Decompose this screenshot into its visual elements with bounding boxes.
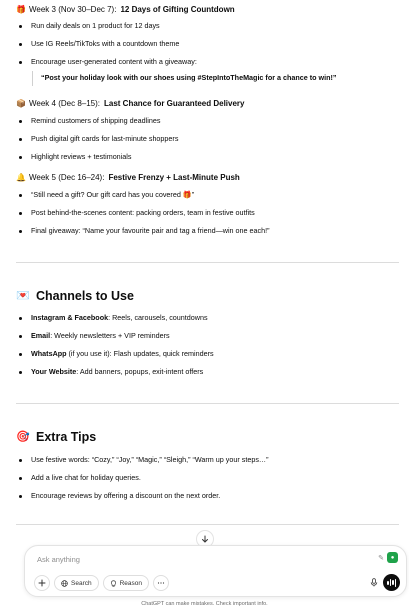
week-5-range: Week 5 (Dec 16–24): xyxy=(29,173,105,182)
tips-title: Extra Tips xyxy=(36,430,97,444)
list-item: Push digital gift cards for last-minute shoppers xyxy=(16,134,396,144)
list-item: Add a live chat for holiday queries. xyxy=(16,473,396,483)
week-3-heading xyxy=(16,4,235,16)
reason-button[interactable] xyxy=(103,575,149,591)
channel-desc: : Reels, carousels, countdowns xyxy=(108,313,208,322)
disclaimer-text: ChatGPT can make mistakes. Check important info. xyxy=(141,601,268,607)
week-5-heading xyxy=(16,172,240,184)
giveaway-quote: “Post your holiday look with our shoes using #StepIntoTheMagic for a chance to win!” xyxy=(32,71,402,86)
add-attachment-button[interactable] xyxy=(34,575,50,591)
channels-heading xyxy=(16,288,134,304)
target-icon: 🎯 xyxy=(16,431,30,443)
channel-name: WhatsApp xyxy=(31,349,67,358)
week-3-range: Week 3 (Nov 30–Dec 7): xyxy=(29,5,117,14)
channel-desc: (if you use it): Flash updates, quick reminders xyxy=(66,349,214,358)
channel-name: Your Website xyxy=(31,367,77,376)
message-composer xyxy=(24,545,407,597)
list-item: Encourage reviews by offering a discount on the next order. xyxy=(16,491,396,501)
channel-name: Instagram & Facebook xyxy=(31,313,109,322)
week-4-range: Week 4 (Dec 8–15): xyxy=(29,99,100,108)
week-5-list xyxy=(16,190,396,236)
lightbulb-icon xyxy=(110,580,117,587)
week-4-list xyxy=(16,116,396,162)
pen-icon[interactable]: ✎ xyxy=(378,554,384,562)
list-item xyxy=(16,367,396,377)
week-3-list xyxy=(16,21,396,67)
divider xyxy=(16,262,399,263)
channel-desc: : Add banners, popups, exit-intent offers xyxy=(76,367,204,376)
composer-toolbar xyxy=(34,575,169,591)
ellipsis-icon xyxy=(157,579,165,587)
list-item: “Still need a gift? Our gift card has you covered 🎁” xyxy=(16,190,396,200)
divider xyxy=(16,403,399,404)
channel-name: Email xyxy=(31,331,51,340)
week-4-heading xyxy=(16,98,245,110)
plus-icon xyxy=(38,579,46,587)
bell-icon: 🔔 xyxy=(16,173,26,182)
voice-mode-icon xyxy=(387,581,389,585)
list-item: Run daily deals on 1 product for 12 days xyxy=(16,21,396,31)
week-5-title: Festive Frenzy + Last-Minute Push xyxy=(108,173,240,182)
package-icon: 📦 xyxy=(16,99,26,108)
extension-badge-icon[interactable]: ● xyxy=(387,552,398,563)
voice-bar xyxy=(395,579,397,587)
list-item: Remind customers of shipping deadlines xyxy=(16,116,396,126)
list-item: Post behind-the-scenes content: packing orders, team in festive outfits xyxy=(16,208,396,218)
week-4-title: Last Chance for Guaranteed Delivery xyxy=(104,99,245,108)
gift-icon: 🎁 xyxy=(16,5,26,14)
extension-icons xyxy=(377,552,398,563)
arrow-down-icon xyxy=(201,535,209,543)
voice-bar xyxy=(390,579,392,586)
list-item xyxy=(16,331,396,341)
voice-mode-button[interactable] xyxy=(383,574,400,591)
list-item xyxy=(16,313,396,323)
list-item: Encourage user-generated content with a giveaway: xyxy=(16,57,396,67)
divider xyxy=(16,524,399,525)
list-item: Final giveaway: “Name your favourite pair and tag a friend—win one each!” xyxy=(16,226,396,236)
voice-bar xyxy=(392,580,394,585)
search-label: Search xyxy=(71,579,92,587)
dictate-button[interactable] xyxy=(367,576,380,589)
week-3-title: 12 Days of Gifting Countdown xyxy=(120,5,235,14)
globe-icon xyxy=(61,580,68,587)
list-item: Use festive words: “Cozy,” “Joy,” “Magic,” “Sleigh,” “Warm up your steps…” xyxy=(16,455,396,465)
microphone-icon xyxy=(370,578,378,587)
tips-heading xyxy=(16,429,96,445)
tips-list xyxy=(16,455,396,501)
search-button[interactable] xyxy=(54,575,99,591)
channels-title: Channels to Use xyxy=(36,289,134,303)
prompt-input[interactable]: Ask anything xyxy=(37,555,80,564)
channels-list xyxy=(16,313,396,377)
love-letter-icon: 💌 xyxy=(16,290,30,302)
list-item: Highlight reviews + testimonials xyxy=(16,152,396,162)
more-options-button[interactable] xyxy=(153,575,169,591)
list-item: Use IG Reels/TikToks with a countdown theme xyxy=(16,39,396,49)
channel-desc: : Weekly newsletters + VIP reminders xyxy=(50,331,170,340)
list-item xyxy=(16,349,396,359)
reason-label: Reason xyxy=(119,579,143,587)
